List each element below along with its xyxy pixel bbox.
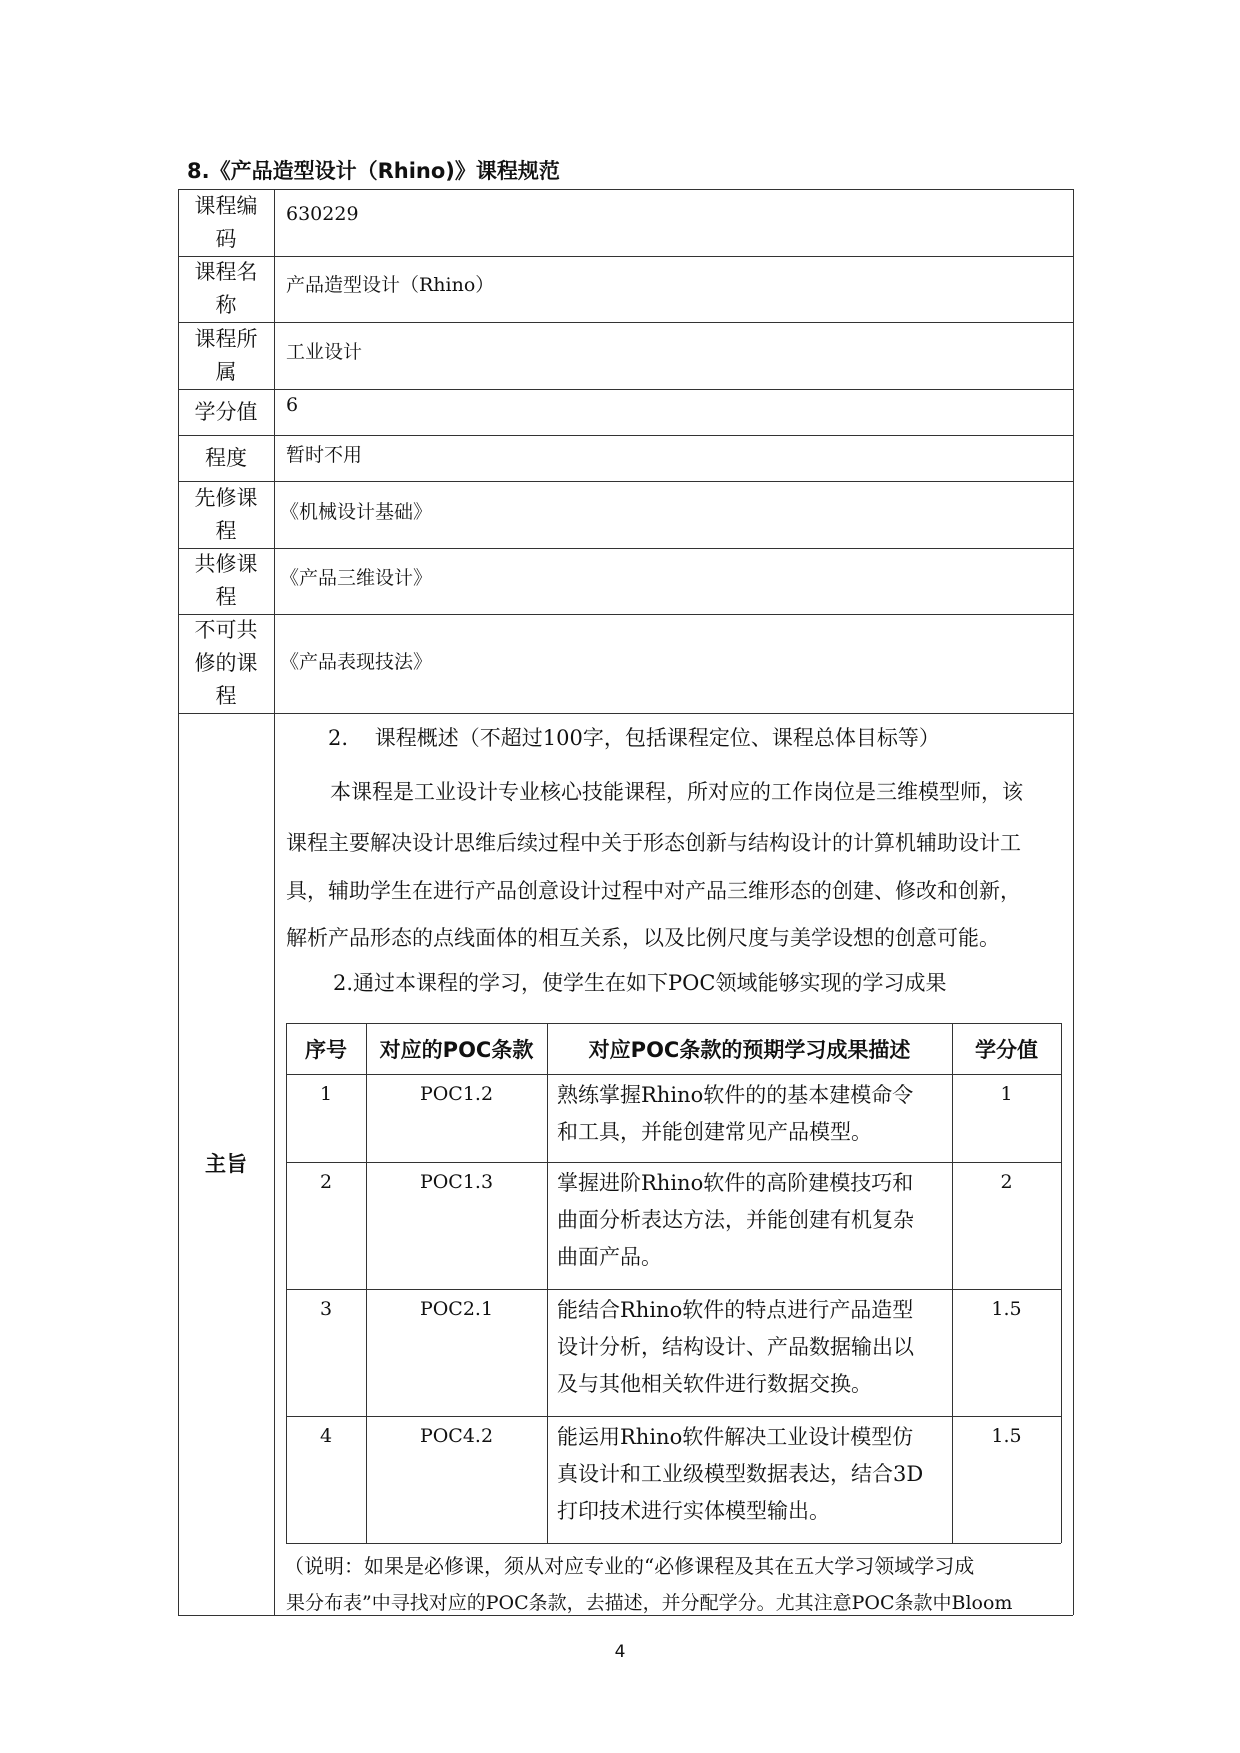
note-line: （说明：如果是必修课，须从对应专业的“必修课程及其在五大学习领域学习成 xyxy=(284,1554,975,1578)
label-prerequisite: 先修课程 xyxy=(194,485,258,543)
row-no: 3 xyxy=(319,1298,333,1320)
corequisite-value: 《产品三维设计》 xyxy=(280,567,433,589)
label-exclusive-course: 不可共修的课程 xyxy=(194,618,258,708)
level-value: 暂时不用 xyxy=(286,444,363,466)
header-credits: 学分值 xyxy=(975,1037,1038,1062)
row-poc: POC2.1 xyxy=(419,1298,494,1320)
row-description: 能结合Rhino软件的特点进行产品造型 设计分析，结构设计、产品数据输出以 及与其他相关软件进行数据交换。 xyxy=(557,1298,914,1396)
outcomes-heading: 2.通过本课程的学习，使学生在如下POC领域能够实现的学习成果 xyxy=(333,971,947,995)
row-no: 2 xyxy=(319,1171,333,1193)
exclusive-course-value: 《产品表现技法》 xyxy=(280,651,433,673)
row-poc: POC1.3 xyxy=(419,1171,494,1193)
label-course-department: 课程所属 xyxy=(194,326,258,384)
header-poc: 对应的POC条款 xyxy=(379,1037,534,1062)
row-no: 4 xyxy=(319,1425,333,1447)
overview-line: 解析产品形态的点线面体的相互关系，以及比例尺度与美学设想的创意可能。 xyxy=(286,926,1000,950)
label-course-code: 课程编码 xyxy=(194,193,258,251)
row-description: 掌握进阶Rhino软件的高阶建模技巧和 曲面分析表达方法，并能创建有机复杂 曲面产品。 xyxy=(557,1171,914,1269)
page-number: 4 xyxy=(614,1642,626,1662)
label-level: 程度 xyxy=(205,445,247,470)
row-credits: 1 xyxy=(1000,1083,1013,1105)
row-description: 能运用Rhino软件解决工业设计模型仿 真设计和工业级模型数据表达，结合3D 打印技术进行实体模型输出。 xyxy=(557,1425,924,1523)
course-name-value: 产品造型设计（Rhino） xyxy=(286,274,495,296)
header-description: 对应POC条款的预期学习成果描述 xyxy=(588,1037,911,1062)
label-credits: 学分值 xyxy=(194,399,258,424)
row-description: 熟练掌握Rhino软件的的基本建模命令 和工具，并能创建常见产品模型。 xyxy=(557,1083,914,1144)
course-code-value: 630229 xyxy=(286,203,359,225)
row-no: 1 xyxy=(319,1083,333,1105)
row-credits: 1.5 xyxy=(991,1298,1022,1320)
prerequisite-value: 《机械设计基础》 xyxy=(280,501,433,523)
overview-line: 课程主要解决设计思维后续过程中关于形态创新与结构设计的计算机辅助设计工 xyxy=(286,831,1021,855)
row-credits: 1.5 xyxy=(991,1425,1022,1447)
overview-heading: 2. 课程概述（不超过100字，包括课程定位、课程总体目标等） xyxy=(328,726,940,750)
credits-value: 6 xyxy=(286,394,299,416)
section-title: 8.《产品造型设计（Rhino)》课程规范 xyxy=(187,159,560,183)
row-poc: POC4.2 xyxy=(419,1425,494,1447)
label-corequisite: 共修课程 xyxy=(194,552,258,609)
row-poc: POC1.2 xyxy=(419,1083,494,1105)
row-credits: 2 xyxy=(1000,1171,1013,1193)
header-no: 序号 xyxy=(305,1037,347,1062)
label-course-name: 课程名称 xyxy=(194,260,258,317)
overview-line: 本课程是工业设计专业核心技能课程，所对应的工作岗位是三维模型师，该 xyxy=(330,780,1023,804)
overview-line: 具，辅助学生在进行产品创意设计过程中对产品三维形态的创建、修改和创新， xyxy=(286,879,1021,903)
course-department-value: 工业设计 xyxy=(286,341,363,363)
label-main-purpose: 主旨 xyxy=(205,1151,247,1176)
note-line: 果分布表”中寻找对应的POC条款，去描述，并分配学分。尤其注意POC条款中Bloom xyxy=(286,1592,1013,1614)
